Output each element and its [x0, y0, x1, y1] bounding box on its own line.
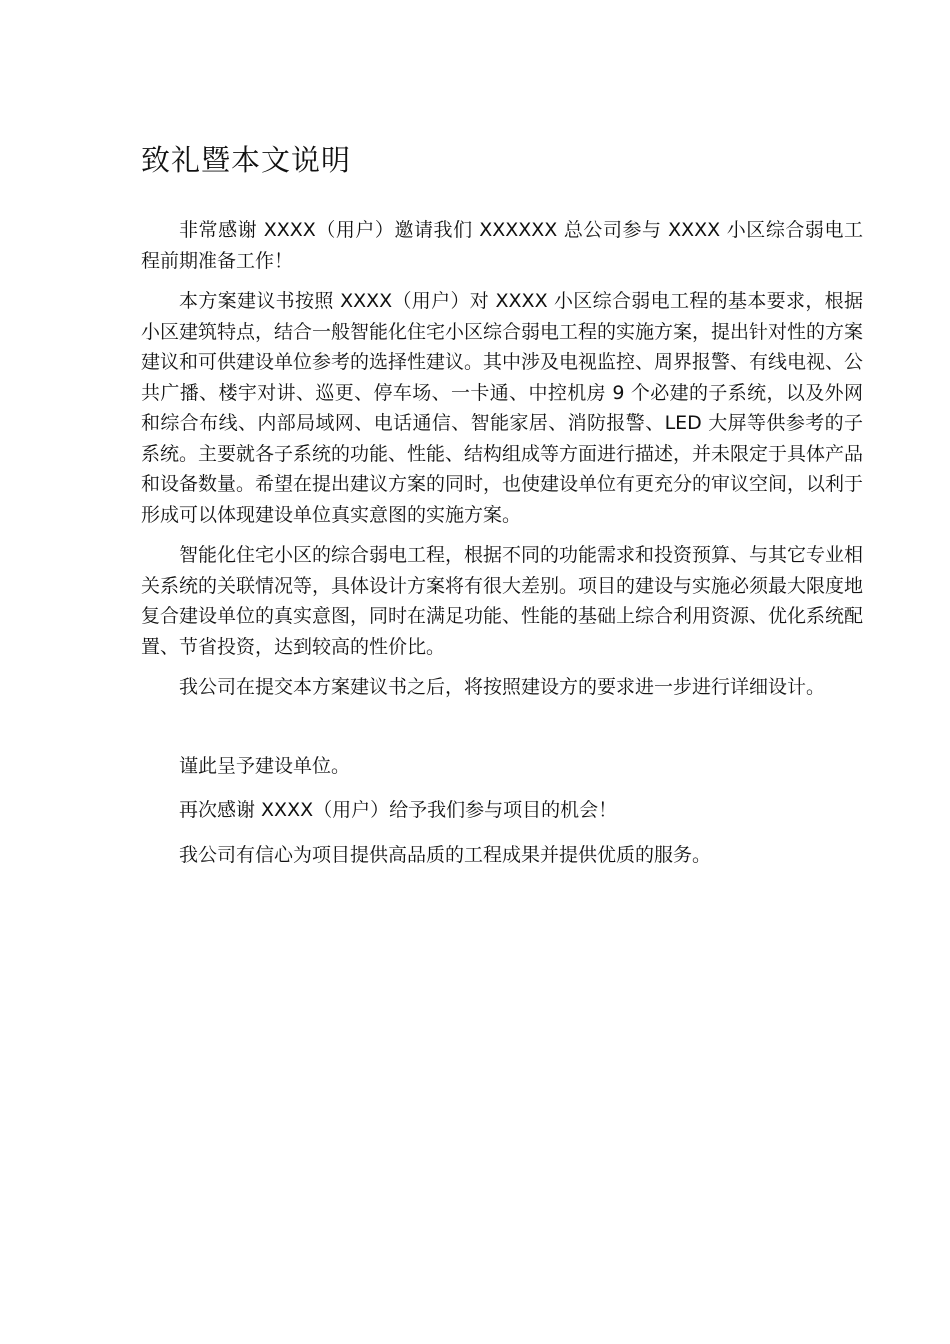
body-paragraph: 本方案建议书按照 XXXX（用户）对 XXXX 小区综合弱电工程的基本要求，根据小区建筑特点，结合一般智能化住宅小区综合弱电工程的实施方案，提出针对性的方案建议和可供建设单位参考的选择性建议。其中涉及电视监控、周界报警、有线电视、公共广播、楼宇对讲、巡更、停车场、一卡通、中控机房 9 个必建的子系统，以及外网和综合布线、内部局域网、电话通信、智能家居、消防报警、LED 大屏等供参考的子系统。主要就各子系统的功能、性能、结构组成等方面进行描述，并未限定于具体产品和设备数量。希望在提出建议方案的同时，也使建设单位有更充分的审议空间，以利于形成可以体现建设单位真实意图的实施方案。: [141, 290, 864, 526]
section-spacer: [141, 713, 863, 751]
body-paragraph: 智能化住宅小区的综合弱电工程，根据不同的功能需求和投资预算、与其它专业相关系统的关联情况等，具体设计方案将有很大差别。项目的建设与实施必须最大限度地复合建设单位的真实意图，同时在满足功能、性能的基础上综合利用资源、优化系统配置、节省投资，达到较高的性价比。: [141, 544, 864, 658]
closing-line: 谨此呈予建设单位。: [179, 754, 351, 777]
closing-line: 我公司有信心为项目提供高品质的工程成果并提供优质的服务。: [179, 843, 712, 866]
closing-section: [141, 751, 863, 871]
body-paragraph: 非常感谢 XXXX（用户）邀请我们 XXXXXX 总公司参与 XXXX 小区综合弱电工程前期准备工作！: [141, 219, 863, 272]
document-body: [141, 215, 863, 884]
closing-line: 再次感谢 XXXX（用户）给予我们参与项目的机会！: [179, 799, 618, 821]
document-title: 致礼暨本文说明: [141, 143, 352, 177]
body-paragraph: 我公司在提交本方案建议书之后，将按照建设方的要求进一步进行详细设计。: [179, 676, 826, 698]
